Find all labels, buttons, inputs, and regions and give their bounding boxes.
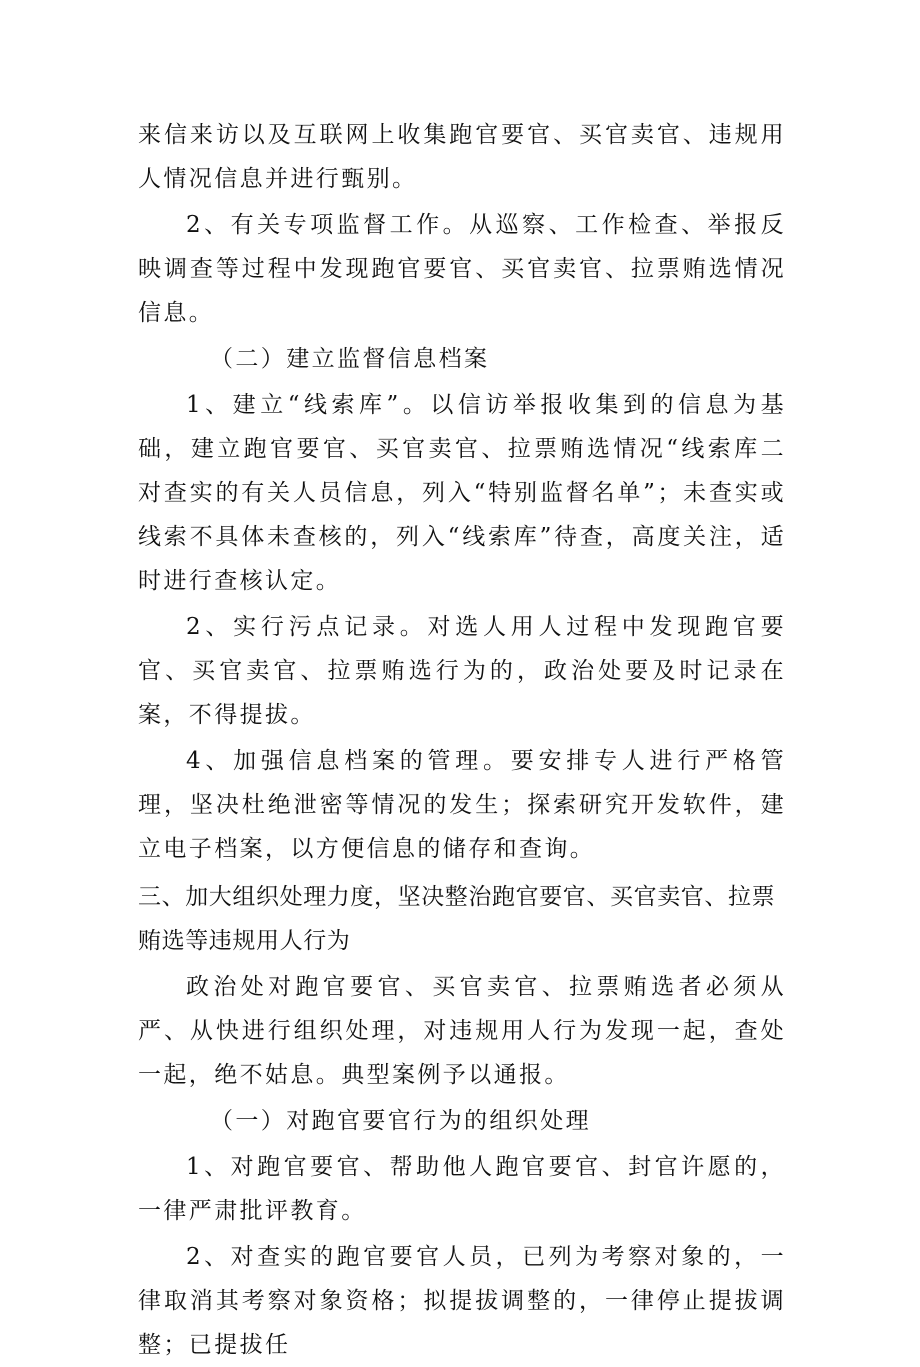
paragraph-special-supervision: 2、有关专项监督工作。从巡察、工作检查、举报反映调查等过程中发现跑官要官、买官卖官、拉票贿选情况信息。 (138, 212, 786, 326)
paragraph-political-office: 政治处对跑官要官、买官卖官、拉票贿选者必须从严、从快进行组织处理，对违规用人行为发现一起，查处一起，绝不姑息。典型案例予以通报。 (138, 974, 786, 1088)
document-page (138, 113, 786, 1367)
paragraph-stain-record: 2、实行污点记录。对选人用人过程中发现跑官要官、买官卖官、拉票贿选行为的，政治处要及时记录在案，不得提拔。 (138, 614, 786, 728)
subheading-build-archive: （二）建立监督信息档案 (210, 346, 490, 372)
section-heading-three: 三、加大组织处理力度，坚决整治跑官要官、买官卖官、拉票贿选等违规用人行为 (138, 884, 776, 954)
paragraph-criticism-education: 1、对跑官要官、帮助他人跑官要官、封官许愿的，一律严肃批评教育。 (138, 1154, 786, 1224)
paragraph-archive-management: 4、加强信息档案的管理。要安排专人进行严格管理，坚决杜绝泄密等情况的发生；探索研究开发软件，建立电子档案，以方便信息的储存和查询。 (138, 748, 786, 862)
paragraph-clue-library: 1、建立“线索库”。以信访举报收集到的信息为基础，建立跑官要官、买官卖官、拉票贿选情况“线索库二对查实的有关人员信息，列入“特别监督名单”；未查实或线索不具体未查核的，列入“线索库”待查，高度关注，适时进行查核认定。 (138, 392, 786, 594)
paragraph-cancel-qualification: 2、对查实的跑官要官人员，已列为考察对象的，一律取消其考察对象资格；拟提拔调整的，一律停止提拔调整；已提拔任 (138, 1244, 786, 1358)
paragraph-continuation: 来信来访以及互联网上收集跑官要官、买官卖官、违规用人情况信息并进行甄别。 (138, 122, 786, 192)
subheading-handling-running-for-office: （一）对跑官要官行为的组织处理 (210, 1108, 591, 1134)
